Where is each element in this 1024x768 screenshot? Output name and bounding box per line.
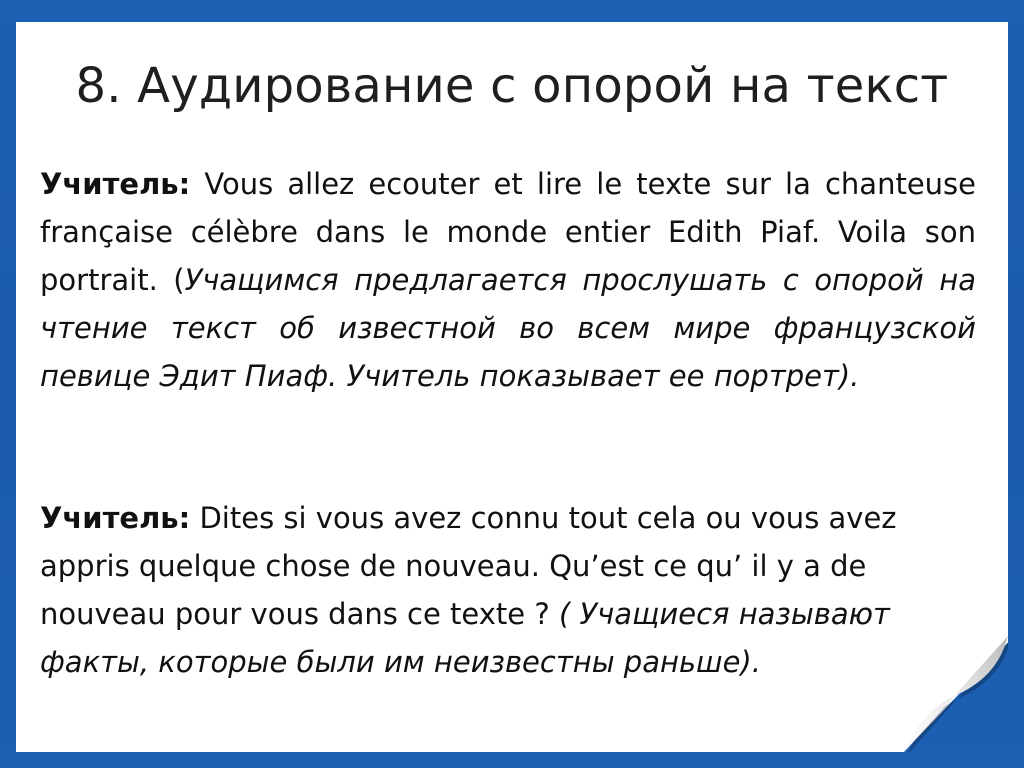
teacher-label-1: Учитель: xyxy=(40,167,191,201)
teacher-label-2: Учитель: xyxy=(40,501,191,535)
french-text-2: Dites si vous avez connu tout cela ou vous avez appris quelque chose de nouveau. Qu’est ce qu’ il y a de nouveau pour vous dans ce texte ? xyxy=(40,501,897,631)
teacher-paragraph-1 xyxy=(40,160,976,400)
teacher-paragraph-2 xyxy=(40,494,970,686)
slide-title: 8. Аудирование с опорой на текст xyxy=(75,58,949,114)
russian-note-1: Учащимся предлагается прослушать с опорой на чтение текст об известной во всем мире французской певице Эдит Пиаф. Учитель показывает ее портрет). xyxy=(40,263,976,393)
russian-note-2: ( Учащиеся называют факты, которые были им неизвестны раньше). xyxy=(40,597,890,679)
french-text-1: Vous allez ecouter et lire le texte sur la chanteuse française célèbre dans le monde entier Edith Piaf. Voila son portrait. ( xyxy=(40,167,976,297)
